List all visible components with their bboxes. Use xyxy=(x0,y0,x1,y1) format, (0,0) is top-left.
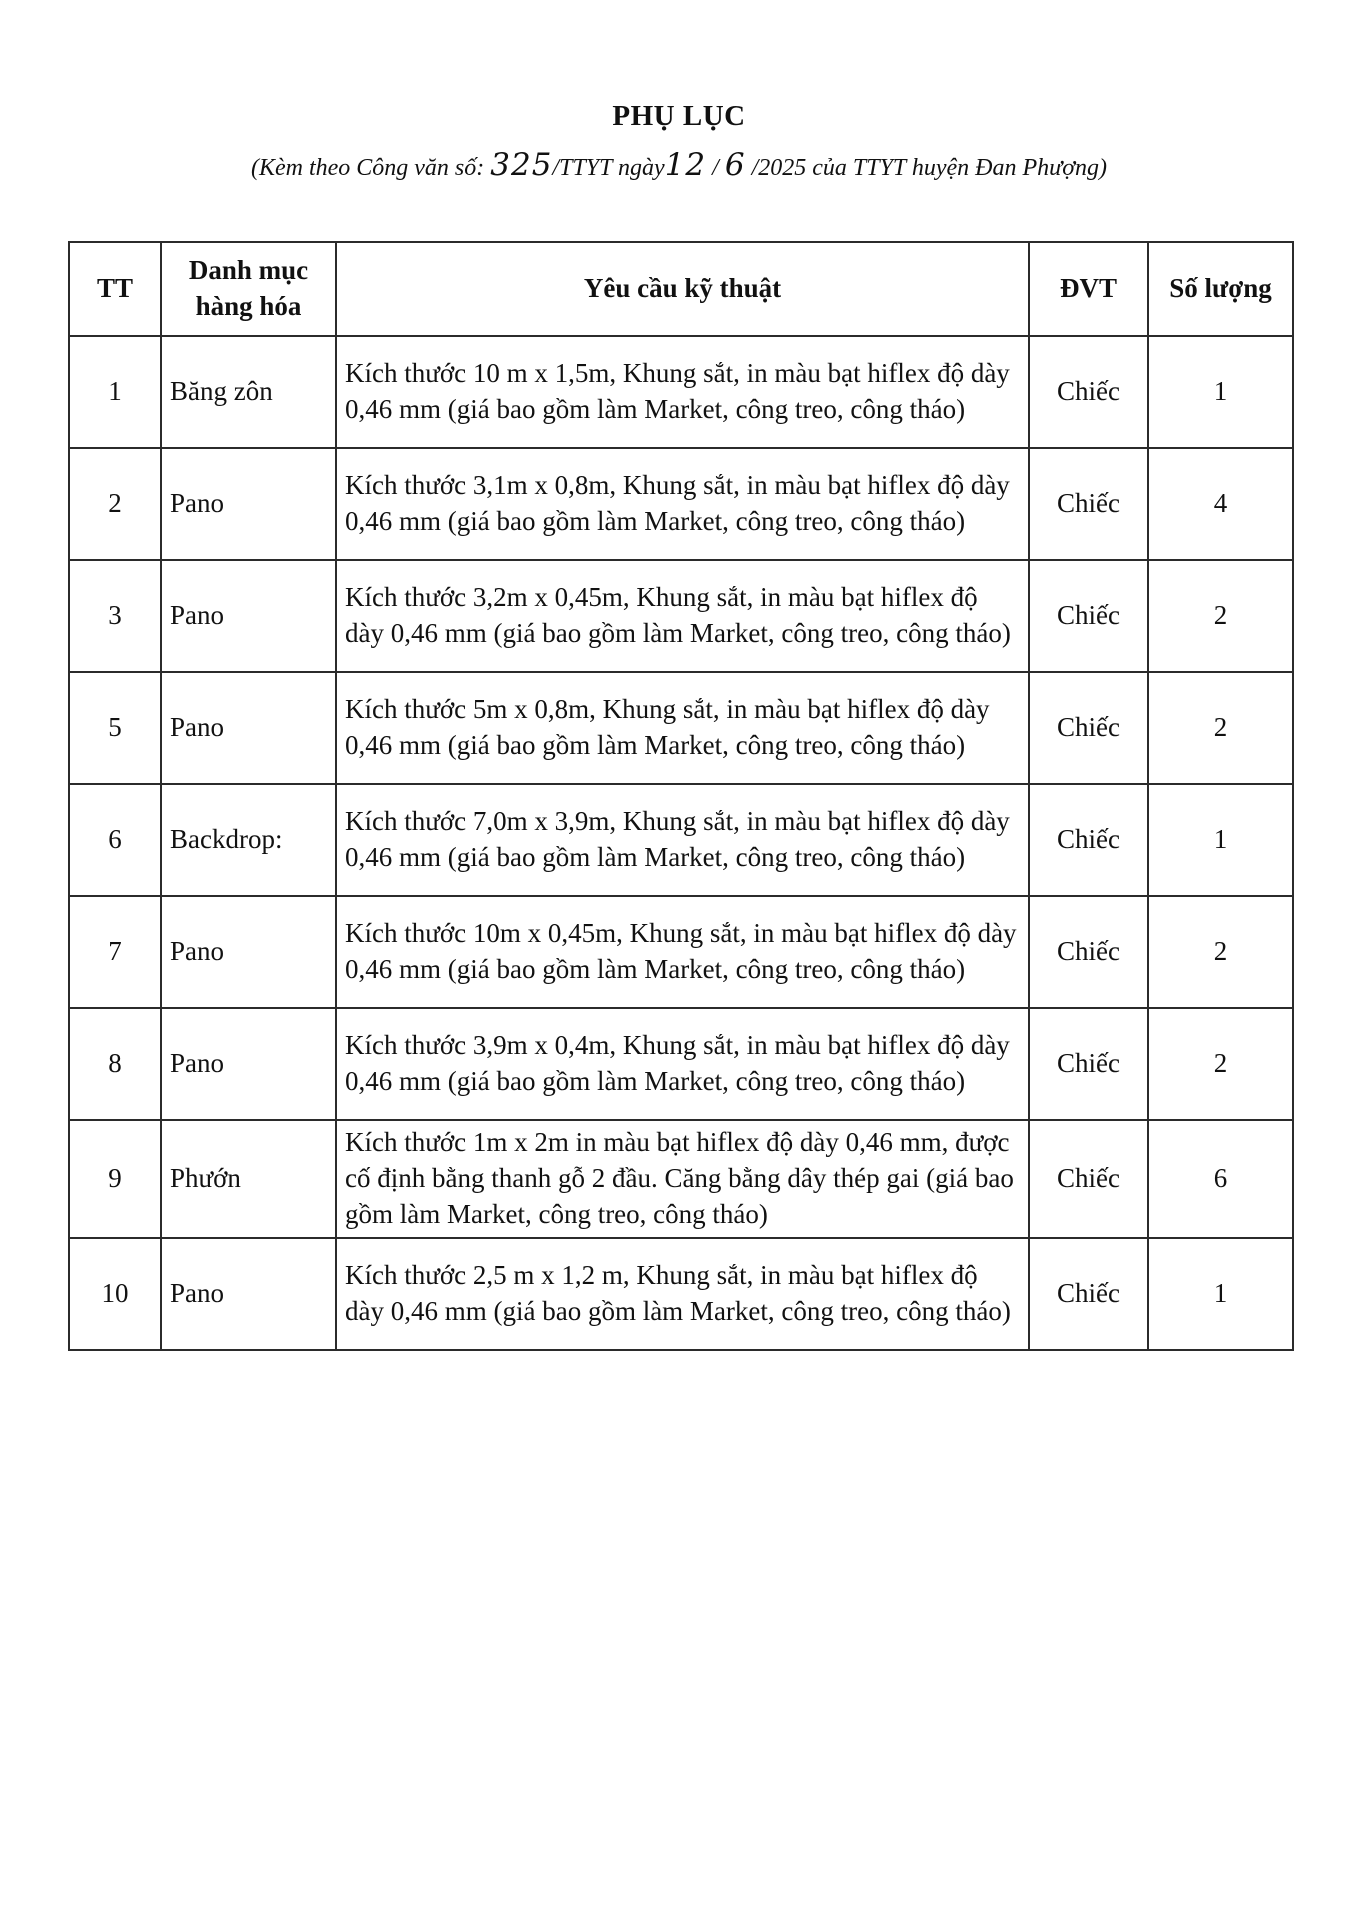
quantity: 1 xyxy=(1148,1238,1293,1350)
item-name: Băng zôn xyxy=(161,336,336,448)
document-subtitle xyxy=(0,147,1358,183)
item-name: Pano xyxy=(161,560,336,672)
table-row xyxy=(69,672,1293,784)
header-spec: Yêu cầu kỹ thuật xyxy=(336,242,1029,336)
table-row xyxy=(69,1008,1293,1120)
quantity: 2 xyxy=(1148,1008,1293,1120)
quantity: 2 xyxy=(1148,896,1293,1008)
item-name: Pano xyxy=(161,896,336,1008)
unit-of-measure: Chiếc xyxy=(1029,784,1148,896)
technical-spec: Kích thước 1m x 2m in màu bạt hiflex độ dày 0,46 mm, được cố định bằng thanh gỗ 2 đầu. Căng bằng dây thép gai (giá bao gồm làm Market, công treo, công tháo) xyxy=(336,1120,1029,1238)
row-number: 3 xyxy=(69,560,161,672)
quantity: 1 xyxy=(1148,336,1293,448)
header-item: Danh mục hàng hóa xyxy=(161,242,336,336)
subtitle-separator: / xyxy=(706,155,725,181)
table-header-row xyxy=(69,242,1293,336)
table-body xyxy=(69,336,1293,1350)
technical-spec: Kích thước 10m x 0,45m, Khung sắt, in màu bạt hiflex độ dày 0,46 mm (giá bao gồm làm Market, công treo, công tháo) xyxy=(336,896,1029,1008)
table-row xyxy=(69,448,1293,560)
header-qty: Số lượng xyxy=(1148,242,1293,336)
header-tt: TT xyxy=(69,242,161,336)
row-number: 5 xyxy=(69,672,161,784)
subtitle-mid: /TTYT ngày xyxy=(552,155,665,181)
quantity: 1 xyxy=(1148,784,1293,896)
handwritten-day: 12 xyxy=(664,147,707,183)
table-row xyxy=(69,784,1293,896)
row-number: 8 xyxy=(69,1008,161,1120)
technical-spec: Kích thước 10 m x 1,5m, Khung sắt, in màu bạt hiflex độ dày 0,46 mm (giá bao gồm làm Market, công treo, công tháo) xyxy=(336,336,1029,448)
handwritten-doc-number: 325 xyxy=(490,147,553,183)
row-number: 10 xyxy=(69,1238,161,1350)
subtitle-suffix: /2025 của TTYT huyện Đan Phượng) xyxy=(745,155,1108,181)
table-row xyxy=(69,1238,1293,1350)
item-name: Phướn xyxy=(161,1120,336,1238)
technical-spec: Kích thước 2,5 m x 1,2 m, Khung sắt, in màu bạt hiflex độ dày 0,46 mm (giá bao gồm làm Market, công treo, công tháo) xyxy=(336,1238,1029,1350)
quantity: 2 xyxy=(1148,560,1293,672)
item-name: Pano xyxy=(161,448,336,560)
row-number: 2 xyxy=(69,448,161,560)
table-row xyxy=(69,336,1293,448)
row-number: 9 xyxy=(69,1120,161,1238)
technical-spec: Kích thước 3,9m x 0,4m, Khung sắt, in màu bạt hiflex độ dày 0,46 mm (giá bao gồm làm Market, công treo, công tháo) xyxy=(336,1008,1029,1120)
unit-of-measure: Chiếc xyxy=(1029,560,1148,672)
unit-of-measure: Chiếc xyxy=(1029,1238,1148,1350)
technical-spec: Kích thước 5m x 0,8m, Khung sắt, in màu bạt hiflex độ dày 0,46 mm (giá bao gồm làm Market, công treo, công tháo) xyxy=(336,672,1029,784)
technical-spec: Kích thước 3,1m x 0,8m, Khung sắt, in màu bạt hiflex độ dày 0,46 mm (giá bao gồm làm Market, công treo, công tháo) xyxy=(336,448,1029,560)
unit-of-measure: Chiếc xyxy=(1029,1120,1148,1238)
row-number: 1 xyxy=(69,336,161,448)
item-name: Backdrop: xyxy=(161,784,336,896)
unit-of-measure: Chiếc xyxy=(1029,1008,1148,1120)
unit-of-measure: Chiếc xyxy=(1029,672,1148,784)
handwritten-month: 6 xyxy=(724,147,746,183)
unit-of-measure: Chiếc xyxy=(1029,448,1148,560)
header-unit: ĐVT xyxy=(1029,242,1148,336)
goods-table xyxy=(68,241,1294,1351)
item-name: Pano xyxy=(161,672,336,784)
quantity: 4 xyxy=(1148,448,1293,560)
item-name: Pano xyxy=(161,1238,336,1350)
table-row xyxy=(69,896,1293,1008)
table-row xyxy=(69,1120,1293,1238)
subtitle-prefix: (Kèm theo Công văn số: xyxy=(250,155,491,181)
quantity: 2 xyxy=(1148,672,1293,784)
table-row xyxy=(69,560,1293,672)
quantity: 6 xyxy=(1148,1120,1293,1238)
row-number: 7 xyxy=(69,896,161,1008)
page-title: PHỤ LỤC xyxy=(612,100,746,132)
row-number: 6 xyxy=(69,784,161,896)
item-name: Pano xyxy=(161,1008,336,1120)
technical-spec: Kích thước 3,2m x 0,45m, Khung sắt, in màu bạt hiflex độ dày 0,46 mm (giá bao gồm làm Market, công treo, công tháo) xyxy=(336,560,1029,672)
unit-of-measure: Chiếc xyxy=(1029,896,1148,1008)
unit-of-measure: Chiếc xyxy=(1029,336,1148,448)
technical-spec: Kích thước 7,0m x 3,9m, Khung sắt, in màu bạt hiflex độ dày 0,46 mm (giá bao gồm làm Market, công treo, công tháo) xyxy=(336,784,1029,896)
